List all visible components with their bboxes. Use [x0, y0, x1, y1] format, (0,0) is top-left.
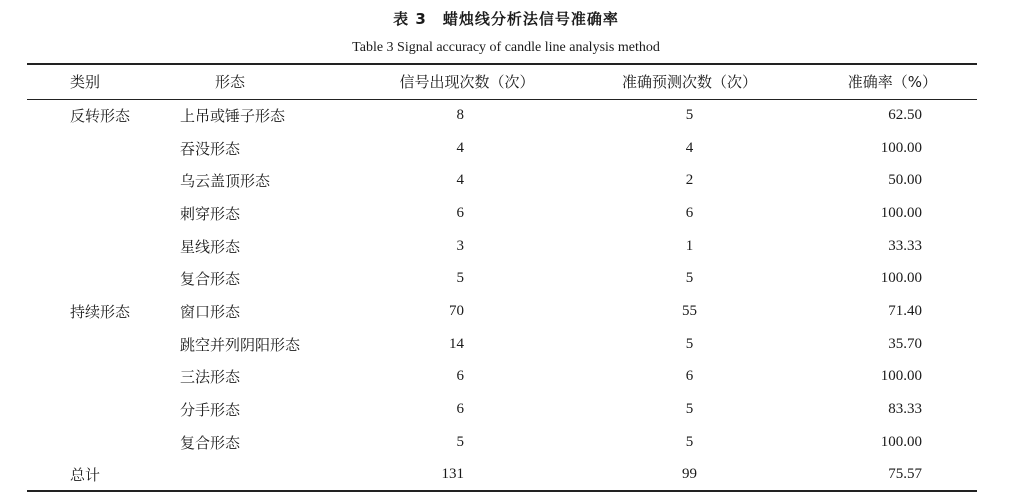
cell-category — [27, 164, 137, 197]
cell-category: 反转形态 — [70, 107, 131, 126]
cell-pattern: 乌云盖顶形态 — [180, 172, 271, 191]
cell-occurrences: 4 — [456, 172, 464, 189]
cell-occurrences: 6 — [456, 204, 464, 221]
table-container — [27, 63, 977, 492]
signal-accuracy-table — [27, 63, 977, 492]
cell-accuracy: 100.00 — [880, 204, 922, 221]
table-row — [27, 197, 977, 230]
cell-correct: 4 — [685, 139, 694, 156]
table-body — [27, 99, 977, 491]
cell-accuracy: 35.70 — [888, 335, 922, 352]
header-category: 类别 — [70, 73, 101, 92]
cell-pattern: 上吊或锤子形态 — [180, 107, 286, 126]
table-row — [27, 393, 977, 426]
cell-pattern: 吞没形态 — [180, 139, 241, 158]
header-accuracy: 准确率（%） — [847, 73, 937, 92]
table-row — [27, 164, 977, 197]
cell-occurrences: 8 — [456, 107, 464, 124]
cell-correct: 55 — [682, 302, 697, 319]
cell-accuracy: 75.57 — [888, 465, 922, 482]
cell-accuracy: 83.33 — [888, 401, 922, 418]
cell-category — [27, 197, 137, 230]
cell-pattern: 复合形态 — [180, 270, 241, 289]
header-occurrences: 信号出现次数（次） — [399, 73, 535, 92]
cell-category — [27, 393, 137, 426]
cell-correct: 99 — [682, 465, 697, 482]
cell-accuracy: 50.00 — [888, 172, 922, 189]
cell-correct: 1 — [685, 237, 694, 254]
cell-accuracy: 62.50 — [888, 107, 922, 124]
cell-category — [27, 426, 137, 459]
cell-correct: 5 — [685, 270, 694, 287]
cell-occurrences: 5 — [456, 433, 464, 450]
table-row — [27, 328, 977, 361]
cell-occurrences: 5 — [456, 270, 464, 287]
cell-pattern: 跳空并列阴阳形态 — [180, 335, 301, 354]
cell-accuracy: 100.00 — [880, 368, 922, 385]
cell-pattern: 三法形态 — [180, 368, 241, 387]
cell-correct: 6 — [685, 204, 694, 221]
cell-accuracy: 100.00 — [880, 270, 922, 287]
header-pattern: 形态 — [215, 73, 246, 92]
cell-pattern: 刺穿形态 — [180, 204, 241, 223]
cell-correct: 5 — [685, 335, 694, 352]
table-row — [27, 262, 977, 295]
cell-category — [27, 361, 137, 394]
cell-category — [27, 262, 137, 295]
table-row — [27, 295, 977, 328]
cell-pattern: 分手形态 — [180, 401, 241, 420]
cell-correct: 5 — [685, 433, 694, 450]
table-row — [27, 426, 977, 459]
cell-occurrences: 4 — [456, 139, 464, 156]
cell-correct: 5 — [685, 401, 694, 418]
cell-occurrences: 70 — [449, 302, 464, 319]
header-correct: 准确预测次数（次） — [621, 73, 757, 92]
total-row — [27, 459, 977, 492]
cell-occurrences: 6 — [456, 401, 464, 418]
cell-correct: 2 — [685, 172, 694, 189]
cell-pattern: 复合形态 — [180, 433, 241, 452]
cell-correct: 5 — [685, 107, 694, 124]
cell-correct: 6 — [685, 368, 694, 385]
cell-category — [27, 328, 137, 361]
cell-category: 总计 — [70, 465, 101, 484]
table-row — [27, 230, 977, 263]
cell-category: 持续形态 — [70, 302, 131, 321]
table-row — [27, 361, 977, 394]
table-title-chinese: 表 3 蜡烛线分析法信号准确率 — [393, 10, 619, 28]
cell-occurrences: 14 — [449, 335, 464, 352]
table-header — [27, 64, 977, 99]
cell-pattern: 星线形态 — [180, 237, 241, 256]
cell-pattern — [137, 459, 347, 492]
cell-accuracy: 100.00 — [880, 139, 922, 156]
table-title-english: Table 3 Signal accuracy of candle line analysis method — [352, 40, 660, 55]
cell-occurrences: 6 — [456, 368, 464, 385]
cell-accuracy: 100.00 — [880, 433, 922, 450]
cell-accuracy: 71.40 — [888, 302, 922, 319]
cell-category — [27, 230, 137, 263]
table-row — [27, 99, 977, 132]
cell-category — [27, 132, 137, 165]
cell-accuracy: 33.33 — [888, 237, 922, 254]
cell-pattern: 窗口形态 — [180, 302, 241, 321]
table-row — [27, 132, 977, 165]
header-row — [27, 64, 977, 99]
cell-occurrences: 3 — [456, 237, 464, 254]
cell-occurrences: 131 — [441, 465, 464, 482]
